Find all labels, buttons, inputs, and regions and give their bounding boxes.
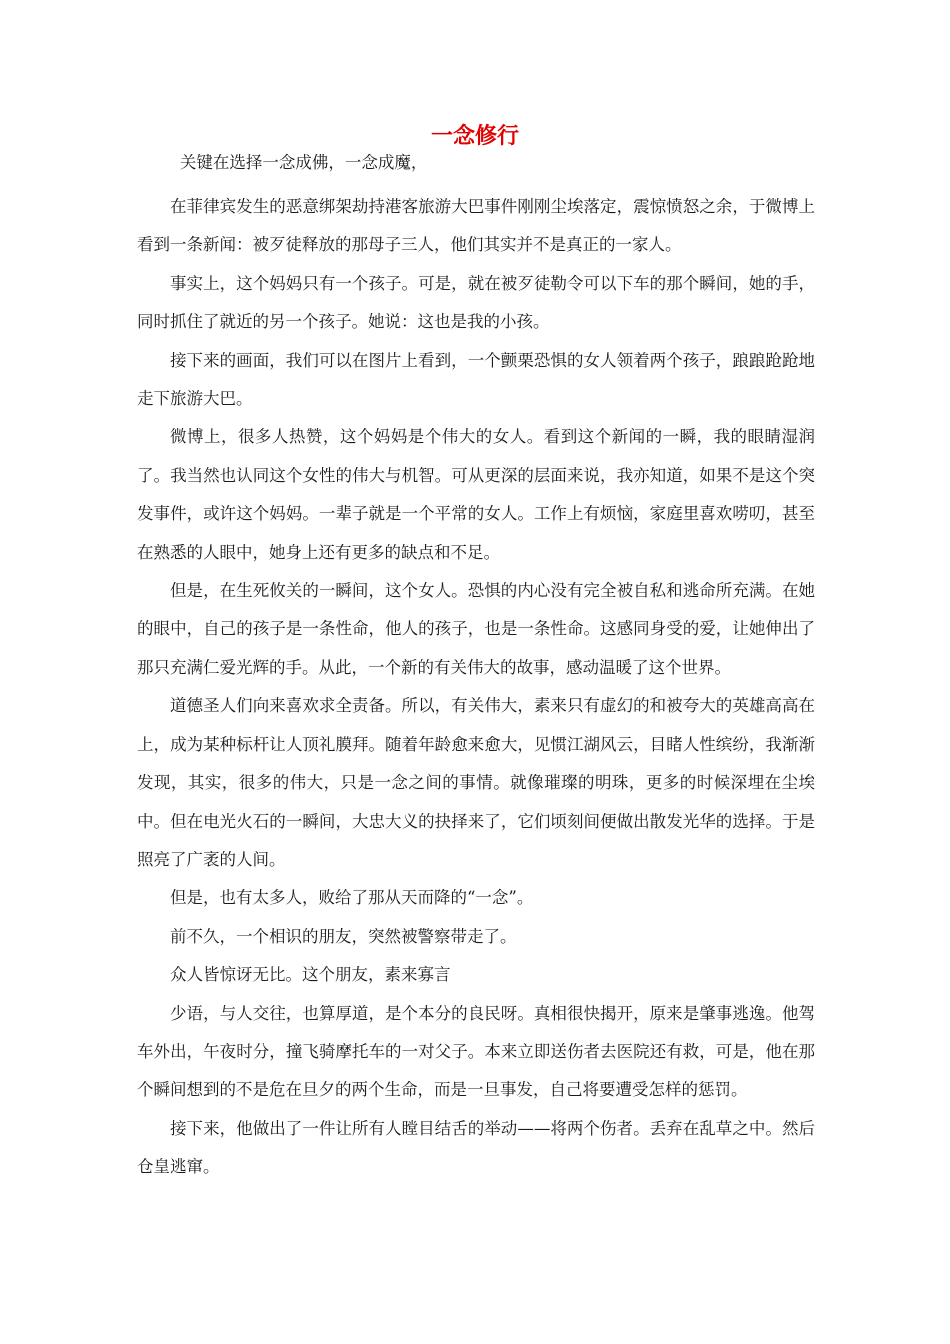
- paragraph-4: 接下来的画面，我们可以在图片上看到，一个颤栗恐惧的女人领着两个孩子，踉踉跄跄地走下旅游大巴。: [137, 350, 815, 409]
- paragraph-7: 道德圣人们向来喜欢求全责备。所以，有关伟大，素来只有虚幻的和被夸大的英雄高高在上，成为某种标杆让人顶礼膜拜。随着年龄愈来愈大，见惯江湖风云，目睹人性缤纷，我渐渐发现，其实，很多的伟大，只是一念之间的事情。就像璀璨的明珠，更多的时候深埋在尘埃中。但在电光火石的一瞬间，大忠大义的抉择来了，它们顷刻间便做出散发光华的选择。于是照亮了广袤的人间。: [137, 696, 815, 869]
- paragraph-9: 前不久，一个相识的朋友，突然被警察带走了。: [170, 926, 517, 946]
- paragraph-11: 少语，与人交往，也算厚道，是个本分的良民呀。真相很快揭开，原来是肇事逃逸。他驾车外出，午夜时分，撞飞骑摩托车的一对父子。本来立即送伤者去医院还有救，可是，他在那个瞬间想到的不是危在旦夕的两个生命，而是一旦事发，自己将要遭受怎样的惩罚。: [137, 1003, 815, 1100]
- paragraph-1: 关键在选择一念成佛，一念成魔，: [179, 153, 428, 172]
- paragraph-6: 但是，在生死攸关的一瞬间，这个女人。恐惧的内心没有完全被自私和逃命所充满。在她的眼中，自己的孩子是一条性命，他人的孩子，也是一条性命。这感同身受的爱，让她伸出了那只充满仁爱光辉的手。从此，一个新的有关伟大的故事，感动温暖了这个世界。: [137, 581, 815, 677]
- paragraph-10: 众人皆惊讶无比。这个朋友，素来寡言: [170, 965, 451, 985]
- paragraph-2: 在菲律宾发生的恶意绑架劫持港客旅游大巴事件刚刚尘埃落定，震惊愤怒之余，于微博上看到一条新闻：被歹徒释放的那母子三人，他们其实并不是真正的一家人。: [137, 197, 815, 255]
- paragraph-3: 事实上，这个妈妈只有一个孩子。可是，就在被歹徒勒令可以下车的那个瞬间，她的手，同时抓住了就近的另一个孩子。她说：这也是我的小孩。: [137, 273, 815, 332]
- paragraph-12: 接下来，他做出了一件让所有人瞠目结舌的举动——将两个伤者。丢弃在乱草之中。然后仓皇逃窜。: [137, 1118, 815, 1177]
- document-title: 一念修行: [430, 124, 519, 149]
- paragraph-8: 但是，也有太多人，败给了那从天而降的“一念”。: [170, 888, 534, 908]
- paragraph-5: 微博上，很多人热赞，这个妈妈是个伟大的女人。看到这个新闻的一瞬，我的眼睛湿润了。我当然也认同这个女性的伟大与机智。可从更深的层面来说，我亦知道，如果不是这个突发事件，或许这个妈妈。一辈子就是一个平常的女人。工作上有烦恼，家庭里喜欢唠叨，甚至在熟悉的人眼中，她身上还有更多的缺点和不足。: [137, 427, 815, 562]
- document-body: [137, 150, 815, 1187]
